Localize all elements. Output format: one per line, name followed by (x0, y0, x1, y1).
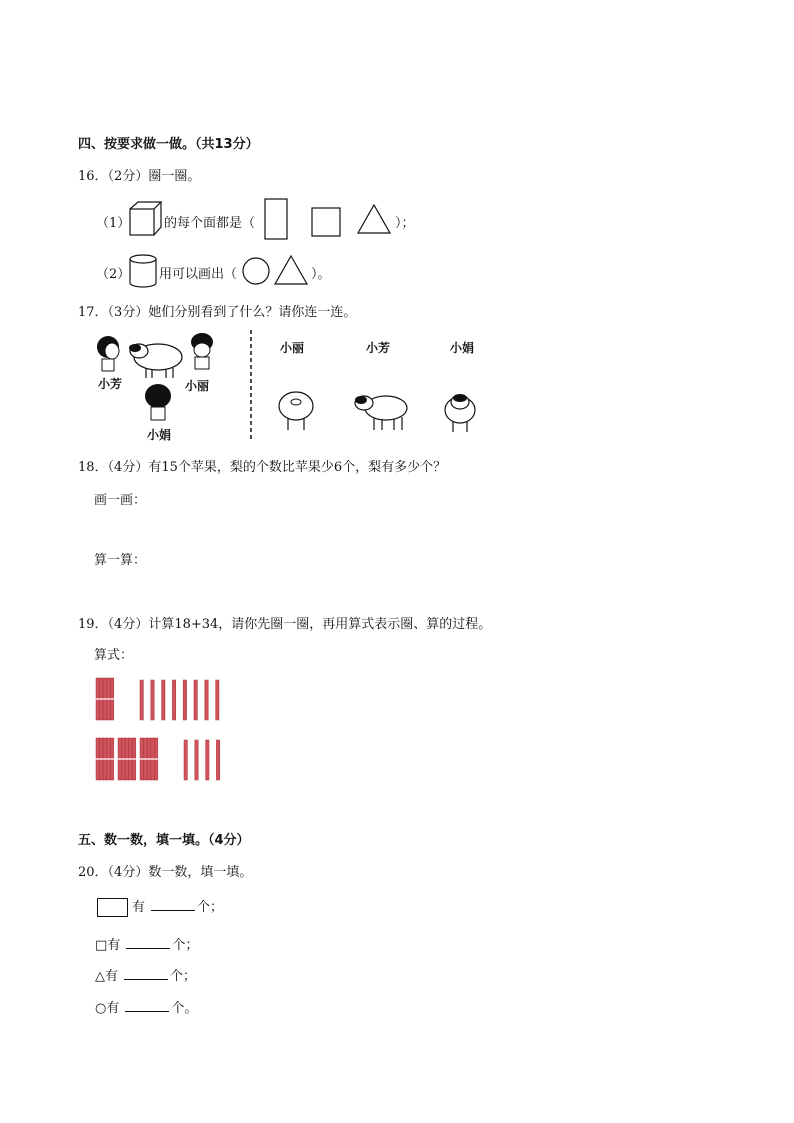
cube-icon (128, 201, 162, 237)
single-stick-icon (206, 740, 209, 780)
name-label-left-3: 小娟 (147, 428, 172, 442)
q16-sub1-text: 的每个面都是（ (164, 216, 256, 231)
single-stick-icon (172, 680, 175, 720)
stick-bundle-icon (95, 678, 116, 720)
single-stick-icon (205, 680, 208, 720)
cylinder-icon (129, 254, 159, 288)
sticks-row-18 (94, 676, 244, 722)
q16-sub2-number: （2） (96, 267, 131, 282)
single-stick-icon (216, 740, 219, 780)
name-label-right-2: 小芳 (366, 341, 391, 355)
answer-blank-square[interactable] (126, 937, 170, 949)
girl-xiaoli-figure (191, 333, 213, 369)
question-20-stem: 20．（4分）数一数，填一填。 (78, 865, 253, 880)
sticks-row-34 (94, 736, 244, 782)
answer-blank-triangle[interactable] (124, 968, 168, 980)
single-stick-icon (194, 680, 197, 720)
q16-sub2-close: ）。 (311, 267, 331, 282)
q20-line-rect: 有 个； (97, 896, 223, 917)
answer-blank-circle[interactable] (125, 1000, 169, 1012)
rectangle-icon (97, 898, 128, 917)
sheep-side-view-icon[interactable] (352, 392, 410, 434)
q16-sub2-text: 用可以画出（ (159, 267, 238, 282)
sheep-back-view-icon[interactable] (276, 388, 318, 434)
sheep-figure (129, 344, 182, 378)
single-stick-icon (151, 680, 154, 720)
sheep-front-view-icon[interactable] (441, 390, 479, 434)
circle-option[interactable] (242, 257, 270, 285)
question-18-stem: 18．（4分）有15个苹果，梨的个数比苹果少6个，梨有多少个？ (78, 460, 447, 475)
stick-bundle-icon (117, 738, 138, 780)
stick-bundle-icon (95, 738, 116, 780)
calc-label: 算一算： (94, 553, 147, 568)
q16-sub1-number: （1） (96, 216, 131, 231)
section-5-title: 五、数一数，填一填。（4分） (78, 833, 250, 848)
name-label-left-1: 小芳 (98, 377, 123, 391)
name-label-right-3: 小娟 (450, 341, 475, 355)
q20-line-square: □有 个； (95, 938, 199, 953)
single-stick-icon (162, 680, 165, 720)
tall-rectangle-option[interactable] (264, 198, 288, 240)
single-stick-icon (184, 740, 187, 780)
q20-line-triangle: △有 个； (95, 969, 197, 984)
girl-xiaojuan-figure (145, 384, 171, 420)
triangle-glyph-icon: △ (95, 969, 105, 984)
formula-label: 算式： (94, 648, 134, 663)
draw-label: 画一画： (94, 493, 147, 508)
square-option[interactable] (311, 207, 341, 237)
single-stick-icon (195, 740, 198, 780)
single-stick-icon (140, 680, 143, 720)
dashed-divider (250, 330, 254, 442)
single-stick-icon (216, 680, 219, 720)
section-4-title: 四、按要求做一做。（共13分） (78, 137, 259, 152)
q20-line-circle: ○有 个。 (95, 1001, 198, 1016)
stick-bundle-icon (139, 738, 160, 780)
name-label-right-1: 小丽 (280, 341, 305, 355)
triangle-option-2[interactable] (274, 255, 308, 285)
square-glyph-icon: □ (95, 938, 108, 953)
answer-blank-rect[interactable] (151, 899, 195, 911)
name-label-left-2: 小丽 (185, 379, 210, 393)
girl-xiaofang-figure (97, 336, 119, 371)
question-16-stem: 16．（2分）圈一圈。 (78, 169, 201, 184)
question-17-stem: 17．（3分）她们分别看到了什么？请你连一连。 (78, 305, 357, 320)
circle-glyph-icon: ○ (95, 1001, 107, 1016)
single-stick-icon (183, 680, 186, 720)
triangle-option[interactable] (357, 204, 391, 234)
question-19-stem: 19．（4分）计算18+34，请你先圈一圈，再用算式表示圈、算的过程。 (78, 617, 492, 632)
q16-sub1-close: ）； (395, 216, 415, 231)
